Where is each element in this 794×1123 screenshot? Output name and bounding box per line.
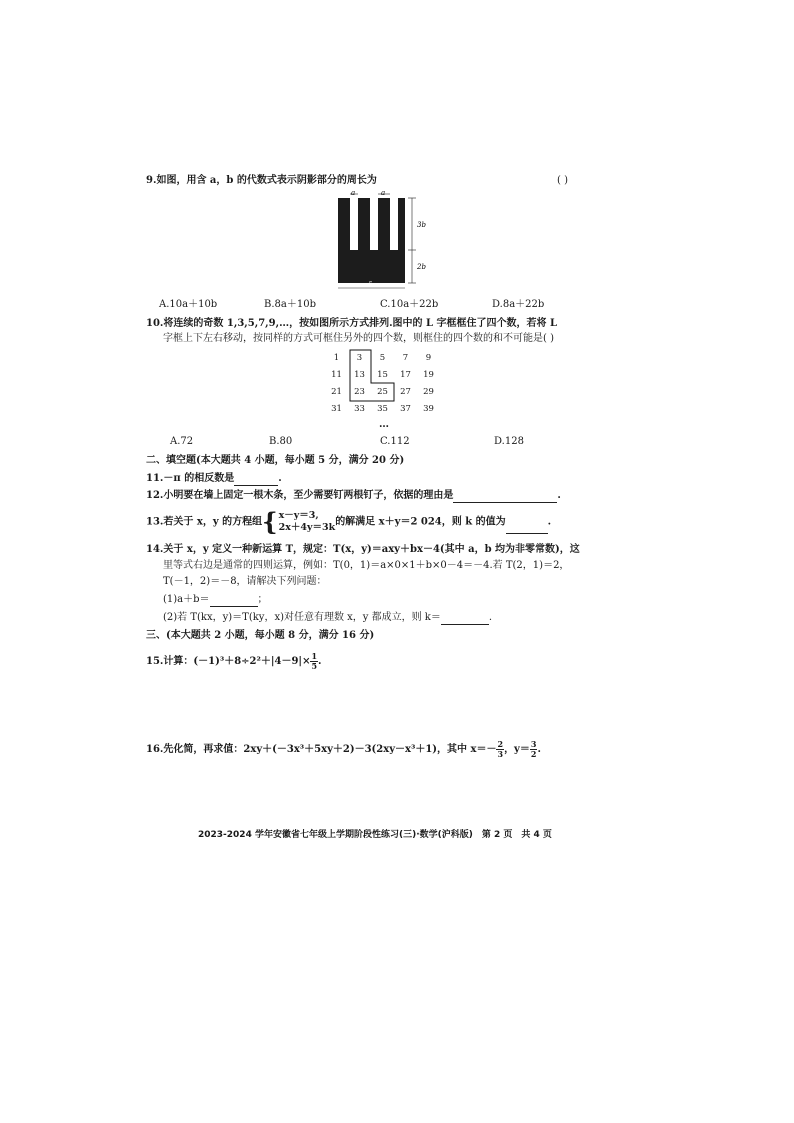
label-3b: 3b [417, 221, 426, 229]
q15-fraction: $\frac{1}{5}$ [311, 651, 318, 671]
q16-text: 16.先化简，再求值：2xy＋(－3x³＋5xy＋2)－3(2xy－x³＋1)，其中 x＝－ [146, 744, 497, 755]
q9-answer-paren: ( ) [557, 175, 568, 186]
q14-sub2: (2)若 T(kx，y)＝T(ky，x)对任意有理数 x，y 都成立，则 k＝ . [163, 612, 493, 623]
q11-answer-blank[interactable] [234, 474, 278, 486]
q10-option-a[interactable]: A.72 [170, 436, 194, 447]
q16: 16.先化简，再求值：2xy＋(－3x³＋5xy＋2)－3(2xy－x³＋1)，其中 x＝－ $\frac{2}{3}$ ，y＝ $\frac{3}{2}$ . [146, 739, 541, 759]
q9-option-a[interactable]: A.10a＋10b [159, 299, 218, 310]
q13: 13.若关于 x，y 的方程组{ x－y＝3, 2x＋4y＝3k 的解满足 x＋y＝2 024，则 k 的值为 . [146, 507, 552, 536]
q10-line2: 字框上下左右移动，按同样的方式可框住另外的四个数，则框住的四个数的和不可能是( ) [163, 333, 554, 344]
grid-cell: 3 [356, 352, 363, 363]
label-5a: 5a [368, 281, 377, 289]
q12-text: 12.小明要在墙上固定一根木条，至少需要钉两根钉子，依据的理由是 [146, 490, 454, 501]
grid-cell: 39 [423, 403, 434, 414]
q14-sub2-answer-blank[interactable] [441, 613, 489, 625]
grid-cell: 35 [377, 403, 388, 414]
q15-text: 15.计算：(－1)³＋8÷2²＋|4－9|× [146, 656, 311, 667]
grid-cell: 25 [377, 386, 388, 397]
shaded-region [338, 198, 405, 283]
q10-line1: 10.将连续的奇数 1,3,5,7,9,…，按如图所示方式排列.图中的 L 字框框住了四个数，若将 L [146, 318, 558, 329]
q14-sub1: (1)a＋b＝ ； [163, 594, 268, 605]
q16-fraction-x: $\frac{2}{3}$ [497, 739, 504, 759]
grid-cell: 5 [379, 352, 386, 363]
q13-system: x－y＝3, 2x＋4y＝3k [278, 510, 336, 533]
q14-line2: 里等式右边是通常的四则运算，例如：T(0，1)＝a×0×1＋b×0－4＝－4.若 T(2，1)＝2， [163, 560, 570, 571]
q10-option-b[interactable]: B.80 [269, 436, 293, 447]
q15: 15.计算：(－1)³＋8÷2²＋|4－9|× $\frac{1}{5}$ . [146, 651, 322, 671]
grid-cell: 11 [331, 369, 342, 380]
grid-cell: 21 [331, 386, 342, 397]
grid-cell: 23 [354, 386, 365, 397]
q14-sub1-answer-blank[interactable] [210, 595, 258, 607]
grid-cell: 7 [402, 352, 409, 363]
q12: 12.小明要在墙上固定一根木条，至少需要钉两根钉子，依据的理由是 . [146, 490, 561, 501]
grid-cell: 37 [400, 403, 411, 414]
q10-option-c[interactable]: C.112 [380, 436, 410, 447]
q9-figure [330, 188, 430, 292]
section-3-title: 三、(本大题共 2 小题，每小题 8 分，满分 16 分) [146, 630, 375, 641]
grid-cell: 1 [333, 352, 340, 363]
q10-grid-ellipsis: … [379, 419, 389, 430]
grid-cell: 15 [377, 369, 388, 380]
grid-cell: 9 [425, 352, 432, 363]
label-2b: 2b [417, 263, 426, 271]
l-shaped-frame [325, 349, 445, 421]
q9-stem: 9.如图，用含 a，b 的代数式表示阴影部分的周长为 [146, 175, 377, 186]
q9-option-d[interactable]: D.8a＋22b [492, 299, 545, 310]
grid-cell: 33 [354, 403, 365, 414]
label-a2: a [381, 189, 386, 197]
grid-cell: 29 [423, 386, 434, 397]
q9-option-c[interactable]: C.10a＋22b [380, 299, 439, 310]
label-a1: a [351, 189, 356, 197]
q14-line1: 14.关于 x，y 定义一种新运算 T，规定：T(x，y)＝axy＋bx－4(其中 a，b 均为非零常数)，这 [146, 544, 580, 555]
q16-fraction-y: $\frac{3}{2}$ [530, 739, 537, 759]
q10-option-d[interactable]: D.128 [494, 436, 524, 447]
q13-brace: { [262, 507, 278, 536]
q12-answer-blank[interactable] [453, 491, 557, 503]
q9-option-b[interactable]: B.8a＋10b [264, 299, 316, 310]
grid-cell: 27 [400, 386, 411, 397]
grid-cell: 31 [331, 403, 342, 414]
q13-answer-blank[interactable] [506, 522, 548, 534]
grid-cell: 13 [354, 369, 365, 380]
section-2-title: 二、填空题(本大题共 4 小题，每小题 5 分，满分 20 分) [146, 455, 405, 466]
page-footer: 2023-2024 学年安徽省七年级上学期阶段性练习(三)·数学(沪科版) 第 2 页 共 4 页 [198, 830, 552, 840]
q13-pre: 13.若关于 x，y 的方程组 [146, 516, 263, 528]
grid-cell: 19 [423, 369, 434, 380]
q14-line3: T(－1，2)＝－8，请解决下列问题： [163, 576, 327, 587]
q13-post: 的解满足 x＋y＝2 024，则 k 的值为 [335, 516, 506, 528]
q11: 11.－π 的相反数是 . [146, 473, 282, 484]
q11-text: 11.－π 的相反数是 [146, 473, 235, 484]
grid-cell: 17 [400, 369, 411, 380]
